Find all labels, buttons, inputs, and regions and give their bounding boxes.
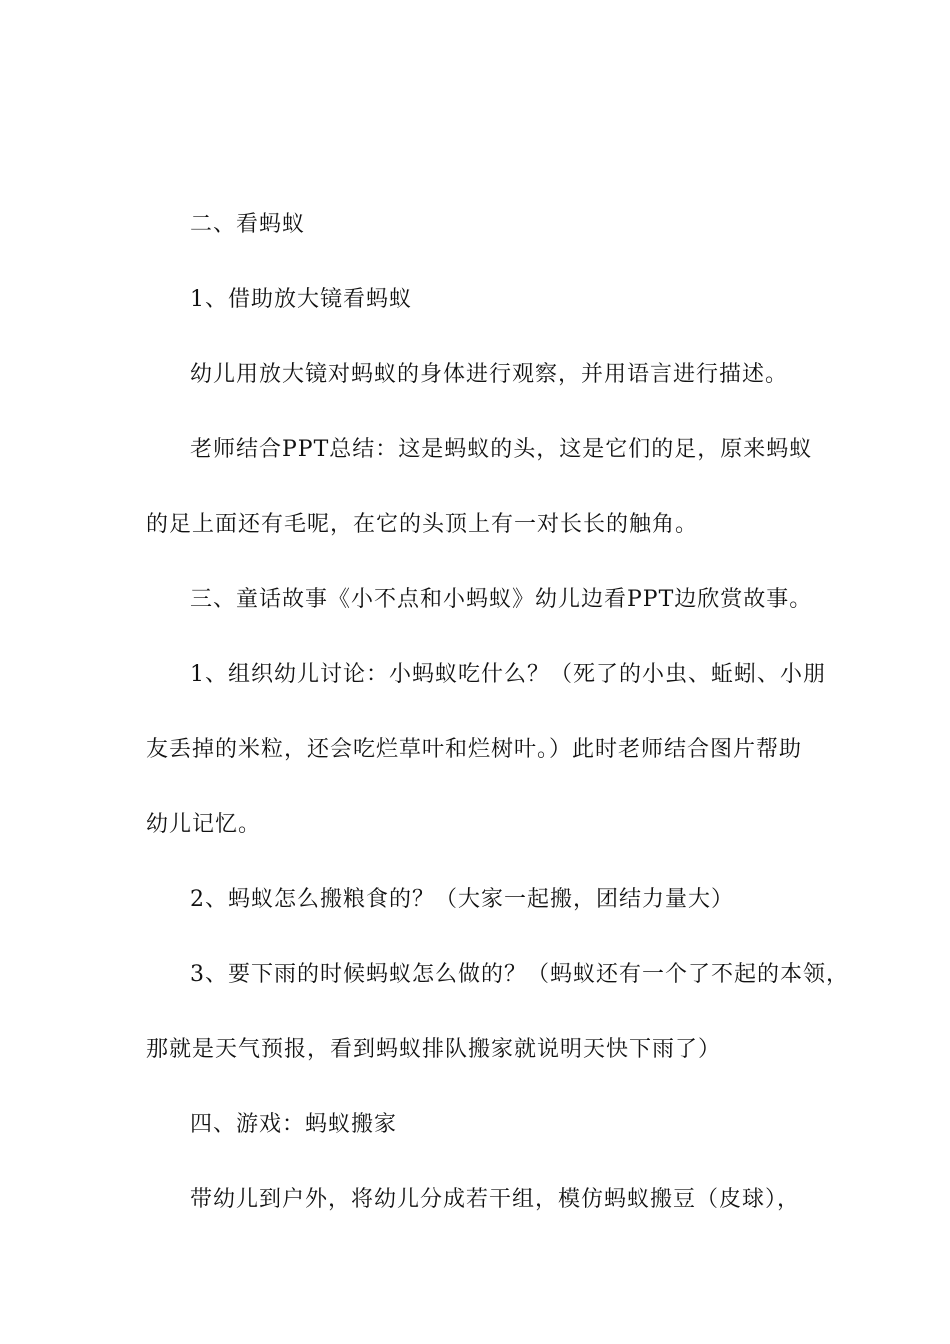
section-heading-story: 三、童话故事《小不点和小蚂蚁》幼儿边看PPT边欣赏故事。 [190, 587, 813, 612]
paragraph-line: 带幼儿到户外，将幼儿分成若干组，模仿蚂蚁搬豆（皮球）， [190, 1187, 801, 1212]
paragraph-line: 幼儿用放大镜对蚂蚁的身体进行观察，并用语言进行描述。 [190, 362, 789, 387]
paragraph-line: 1、组织幼儿讨论：小蚂蚁吃什么？（死了的小虫、蚯蚓、小朋 [190, 662, 826, 687]
paragraph-line: 的足上面还有毛呢，在它的头顶上有一对长长的触角。 [146, 512, 699, 537]
paragraph-line: 幼儿记忆。 [146, 812, 262, 837]
section-heading-game: 四、游戏：蚂蚁搬家 [190, 1112, 398, 1137]
paragraph-line: 老师结合PPT总结：这是蚂蚁的头，这是它们的足，原来蚂蚁 [190, 437, 813, 462]
paragraph-line: 2、蚂蚁怎么搬粮食的？（大家一起搬，团结力量大） [190, 887, 734, 912]
section-heading-look-at-ants: 二、看蚂蚁 [190, 212, 306, 237]
paragraph-line: 友丢掉的米粒，还会吃烂草叶和烂树叶。）此时老师结合图片帮助 [146, 737, 803, 762]
paragraph-line: 3、要下雨的时候蚂蚁怎么做的？（蚂蚁还有一个了不起的本领， [190, 962, 849, 987]
paragraph-line: 那就是天气预报，看到蚂蚁排队搬家就说明天快下雨了） [146, 1037, 722, 1062]
subheading-magnifier: 1、借助放大镜看蚂蚁 [190, 287, 412, 312]
